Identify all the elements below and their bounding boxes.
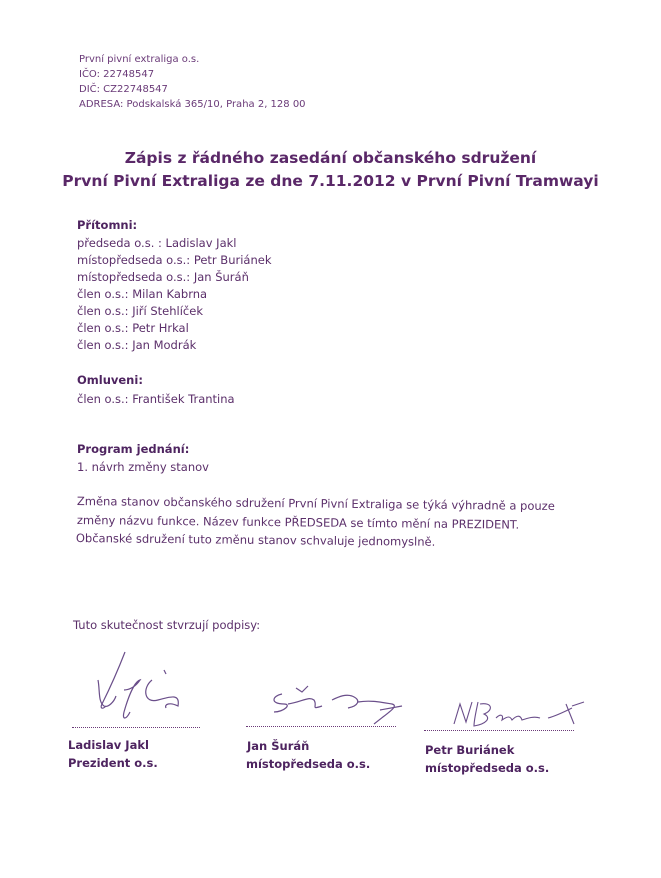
- body-line-1: Změna stanov občanského sdružení První Pivní Extraliga se týká výhradně a pouze: [76, 494, 555, 514]
- excused-member: člen o.s.: František Trantina: [77, 392, 235, 406]
- signature-line: [246, 726, 396, 727]
- confirm-text: Tuto skutečnost stvrzují podpisy:: [73, 618, 261, 632]
- signature-line: [424, 730, 574, 731]
- title-line-1: Zápis z řádného zasedání občanského sdružení: [124, 149, 537, 167]
- present-member: předseda o.s. : Ladislav Jakl: [77, 236, 237, 250]
- present-member: člen o.s.: Jan Modrák: [77, 338, 197, 352]
- signatory-name: Jan Šuráň: [247, 739, 310, 753]
- signatory-name: Ladislav Jakl: [68, 738, 149, 752]
- present-member: místopředseda o.s.: Jan Šuráň: [77, 270, 249, 284]
- present-member: člen o.s.: Milan Kabrna: [77, 287, 208, 301]
- title-line-2: První Pivní Extraliga ze dne 7.11.2012 v První Pivní Tramwayi: [62, 172, 599, 190]
- body-line-3: Občanské sdružení tuto změnu stanov schvaluje jednomyslně.: [75, 531, 436, 549]
- present-member: člen o.s.: Jiří Stehlíček: [77, 304, 203, 318]
- signature-line: [72, 727, 200, 728]
- body-line-2: změny názvu funkce. Název funkce PŘEDSEDA se tímto mění na PREZIDENT.: [76, 513, 520, 532]
- agenda-heading: Program jednání:: [77, 442, 190, 456]
- org-ico: IČO: 22748547: [79, 69, 155, 80]
- excused-heading: Omluveni:: [77, 373, 143, 387]
- signature-ladislav-jakl: [80, 650, 210, 730]
- org-name: První pivní extraliga o.s.: [79, 54, 200, 65]
- org-address: ADRESA: Podskalská 365/10, Praha 2, 128 00: [79, 99, 306, 110]
- signatory-name: Petr Buriánek: [425, 743, 515, 757]
- signatory-role: místopředseda o.s.: [246, 757, 371, 771]
- signatory-role: Prezident o.s.: [68, 756, 158, 770]
- signatory-role: místopředseda o.s.: [425, 761, 550, 775]
- present-member: místopředseda o.s.: Petr Buriánek: [77, 253, 272, 267]
- present-member: člen o.s.: Petr Hrkal: [77, 321, 189, 335]
- signature-petr-burianek: [448, 694, 608, 744]
- org-dic: DIČ: CZ22748547: [79, 84, 168, 95]
- present-heading: Přítomni:: [77, 218, 138, 232]
- agenda-item: 1. návrh změny stanov: [77, 460, 209, 474]
